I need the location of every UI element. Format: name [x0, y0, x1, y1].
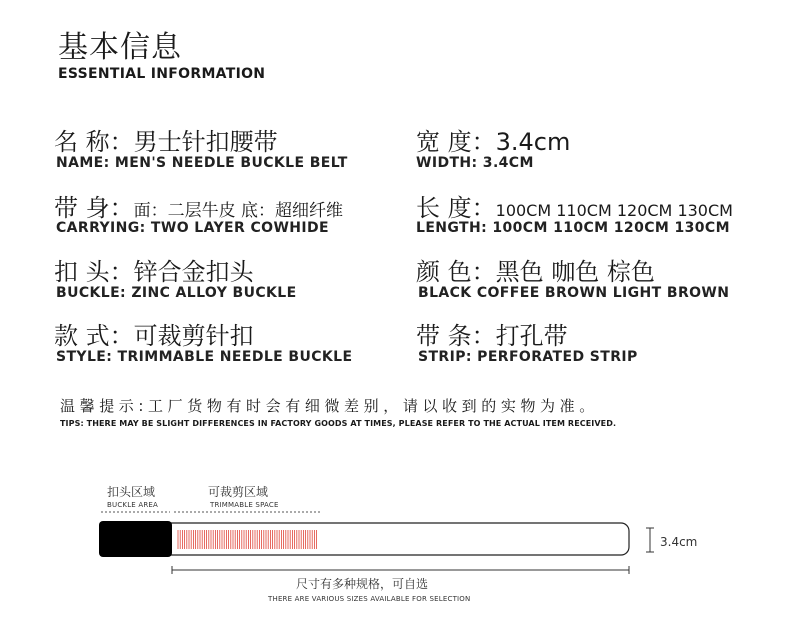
width-label: 3.4cm	[660, 535, 698, 549]
sizes-en: THERE ARE VARIOUS SIZES AVAILABLE FOR SELECTION	[268, 595, 471, 603]
strip-en: STRIP: PERFORATED STRIP	[418, 349, 638, 365]
length-en: LENGTH: 100CM 110CM 120CM 130CM	[416, 220, 730, 236]
buckle-area-en: BUCKLE AREA	[107, 501, 159, 509]
trim-area-en: TRIMMABLE SPACE	[210, 501, 279, 509]
section-title: 基本信息	[58, 30, 182, 65]
name-en: NAME: MEN'S NEEDLE BUCKLE BELT	[56, 155, 348, 171]
length-cn-value: 100CM 110CM 120CM 130CM	[495, 201, 733, 220]
width-cn-value: 3.4cm	[495, 128, 571, 156]
buckle-area-cn: 扣头区域	[107, 485, 156, 499]
section-subtitle: ESSENTIAL INFORMATION	[58, 66, 266, 82]
color-en: BLACK COFFEE BROWN LIGHT BROWN	[418, 285, 730, 301]
style-cn-value: 可裁剪针扣	[133, 322, 254, 350]
carrying-cn-value: 面：二层牛皮 底：超细纤维	[133, 201, 344, 221]
trim-area-cn: 可裁剪区域	[208, 485, 269, 499]
name-cn-value: 男士针扣腰带	[133, 128, 278, 156]
buckle-cn-label: 扣 头：	[54, 258, 134, 286]
color-cn-label: 颜 色：	[416, 258, 496, 286]
buckle-en: BUCKLE: ZINC ALLOY BUCKLE	[56, 285, 297, 301]
strip-cn-label: 带 条：	[416, 322, 496, 350]
color-cn-value: 黑色 咖色 棕色	[495, 258, 655, 286]
buckle-cn-value: 锌合金扣头	[133, 258, 254, 286]
length-cn-label: 长 度：	[416, 194, 496, 222]
name-cn-label: 名 称：	[54, 128, 134, 156]
carrying-en: CARRYING: TWO LAYER COWHIDE	[56, 220, 329, 236]
width-cn-label: 宽 度：	[416, 128, 496, 156]
carrying-cn-label: 带 身：	[54, 194, 134, 222]
belt-buckle	[99, 521, 172, 557]
style-en: STYLE: TRIMMABLE NEEDLE BUCKLE	[56, 349, 353, 365]
sizes-cn: 尺寸有多种规格，可自选	[296, 577, 429, 591]
tips-cn: 温馨提示:工厂货物有时会有细微差别，请以收到的实物为准。	[60, 397, 599, 415]
tips-en: TIPS: THERE MAY BE SLIGHT DIFFERENCES IN FACTORY GOODS AT TIMES, PLEASE REFER TO THE ACTUAL ITEM RECEIVED.	[60, 419, 617, 428]
width-en: WIDTH: 3.4CM	[416, 155, 534, 171]
strip-cn-value: 打孔带	[495, 322, 568, 350]
style-cn-label: 款 式：	[54, 322, 134, 350]
